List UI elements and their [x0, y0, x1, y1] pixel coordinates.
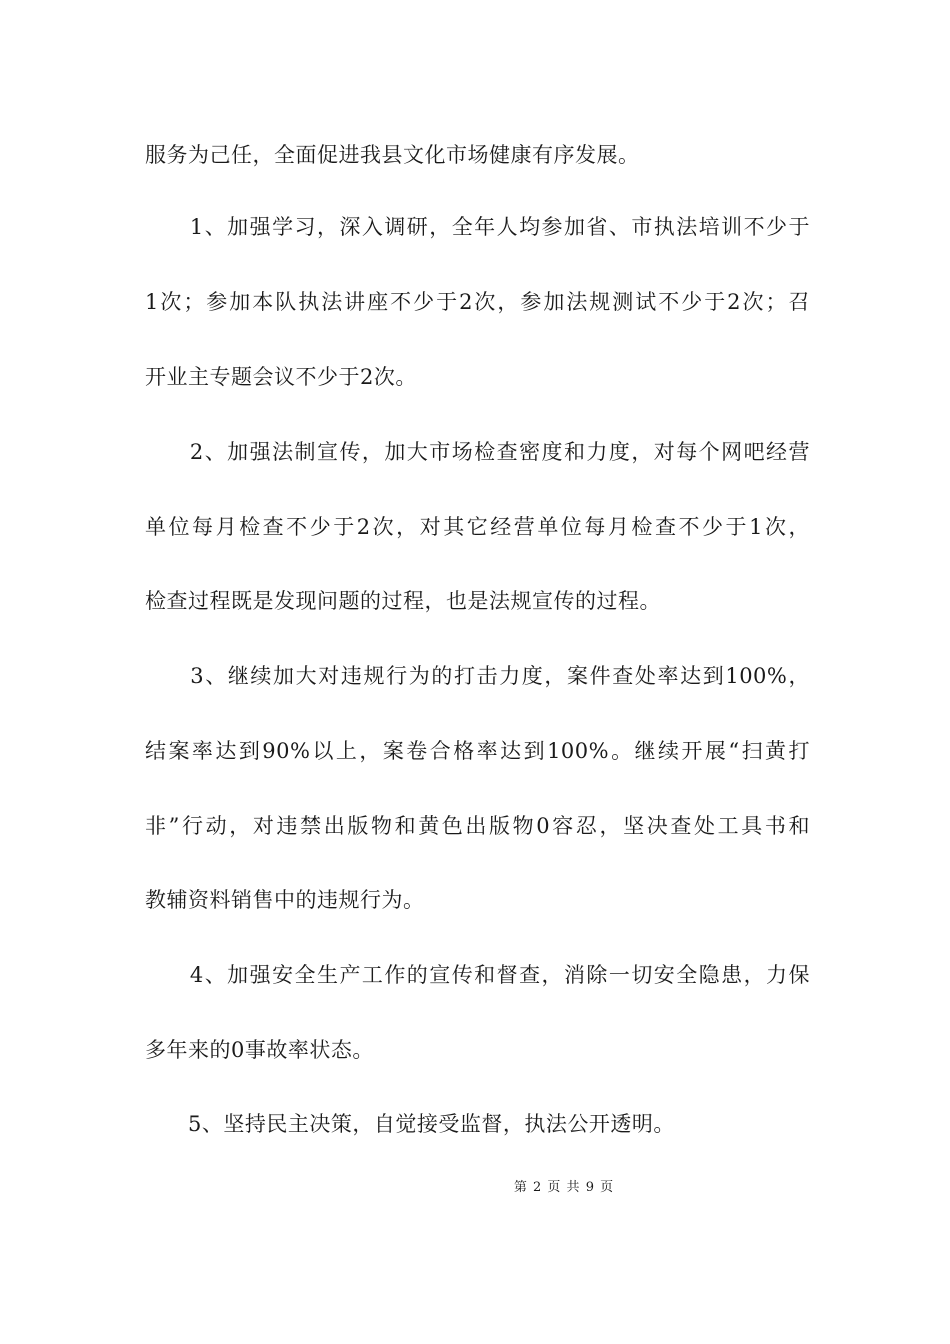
- text-line-13: 多年来的0事故率状态。: [145, 1038, 374, 1062]
- text-line-5: 2、加强法制宣传，加大市场检查密度和力度，对每个网吧经营: [145, 440, 810, 464]
- page-number-footer: 第 2 页 共 9 页: [513, 1180, 615, 1195]
- text-line-12: 4、加强安全生产工作的宣传和督查，消除一切安全隐患，力保: [145, 963, 810, 987]
- text-line-10: 非”行动，对违禁出版物和黄色出版物0容忍，坚决查处工具书和: [145, 814, 810, 838]
- text-line-4: 开业主专题会议不少于2次。: [145, 365, 417, 389]
- text-line-2: 1、加强学习，深入调研，全年人均参加省、市执法培训不少于: [145, 215, 810, 239]
- text-line-9: 结案率达到90%以上，案卷合格率达到100%。继续开展“扫黄打: [145, 739, 810, 763]
- text-line-8: 3、继续加大对违规行为的打击力度，案件查处率达到100%，: [145, 664, 810, 688]
- text-line-3: 1次；参加本队执法讲座不少于2次，参加法规测试不少于2次；召: [145, 290, 810, 314]
- text-line-7: 检查过程既是发现问题的过程，也是法规宣传的过程。: [145, 589, 661, 613]
- text-line-6: 单位每月检查不少于2次，对其它经营单位每月检查不少于1次，: [145, 515, 810, 539]
- text-line-1: 服务为己任，全面促进我县文化市场健康有序发展。: [145, 143, 640, 167]
- text-line-11: 教辅资料销售中的违规行为。: [145, 888, 425, 912]
- text-line-14: 5、坚持民主决策，自觉接受监督，执法公开透明。: [145, 1112, 675, 1136]
